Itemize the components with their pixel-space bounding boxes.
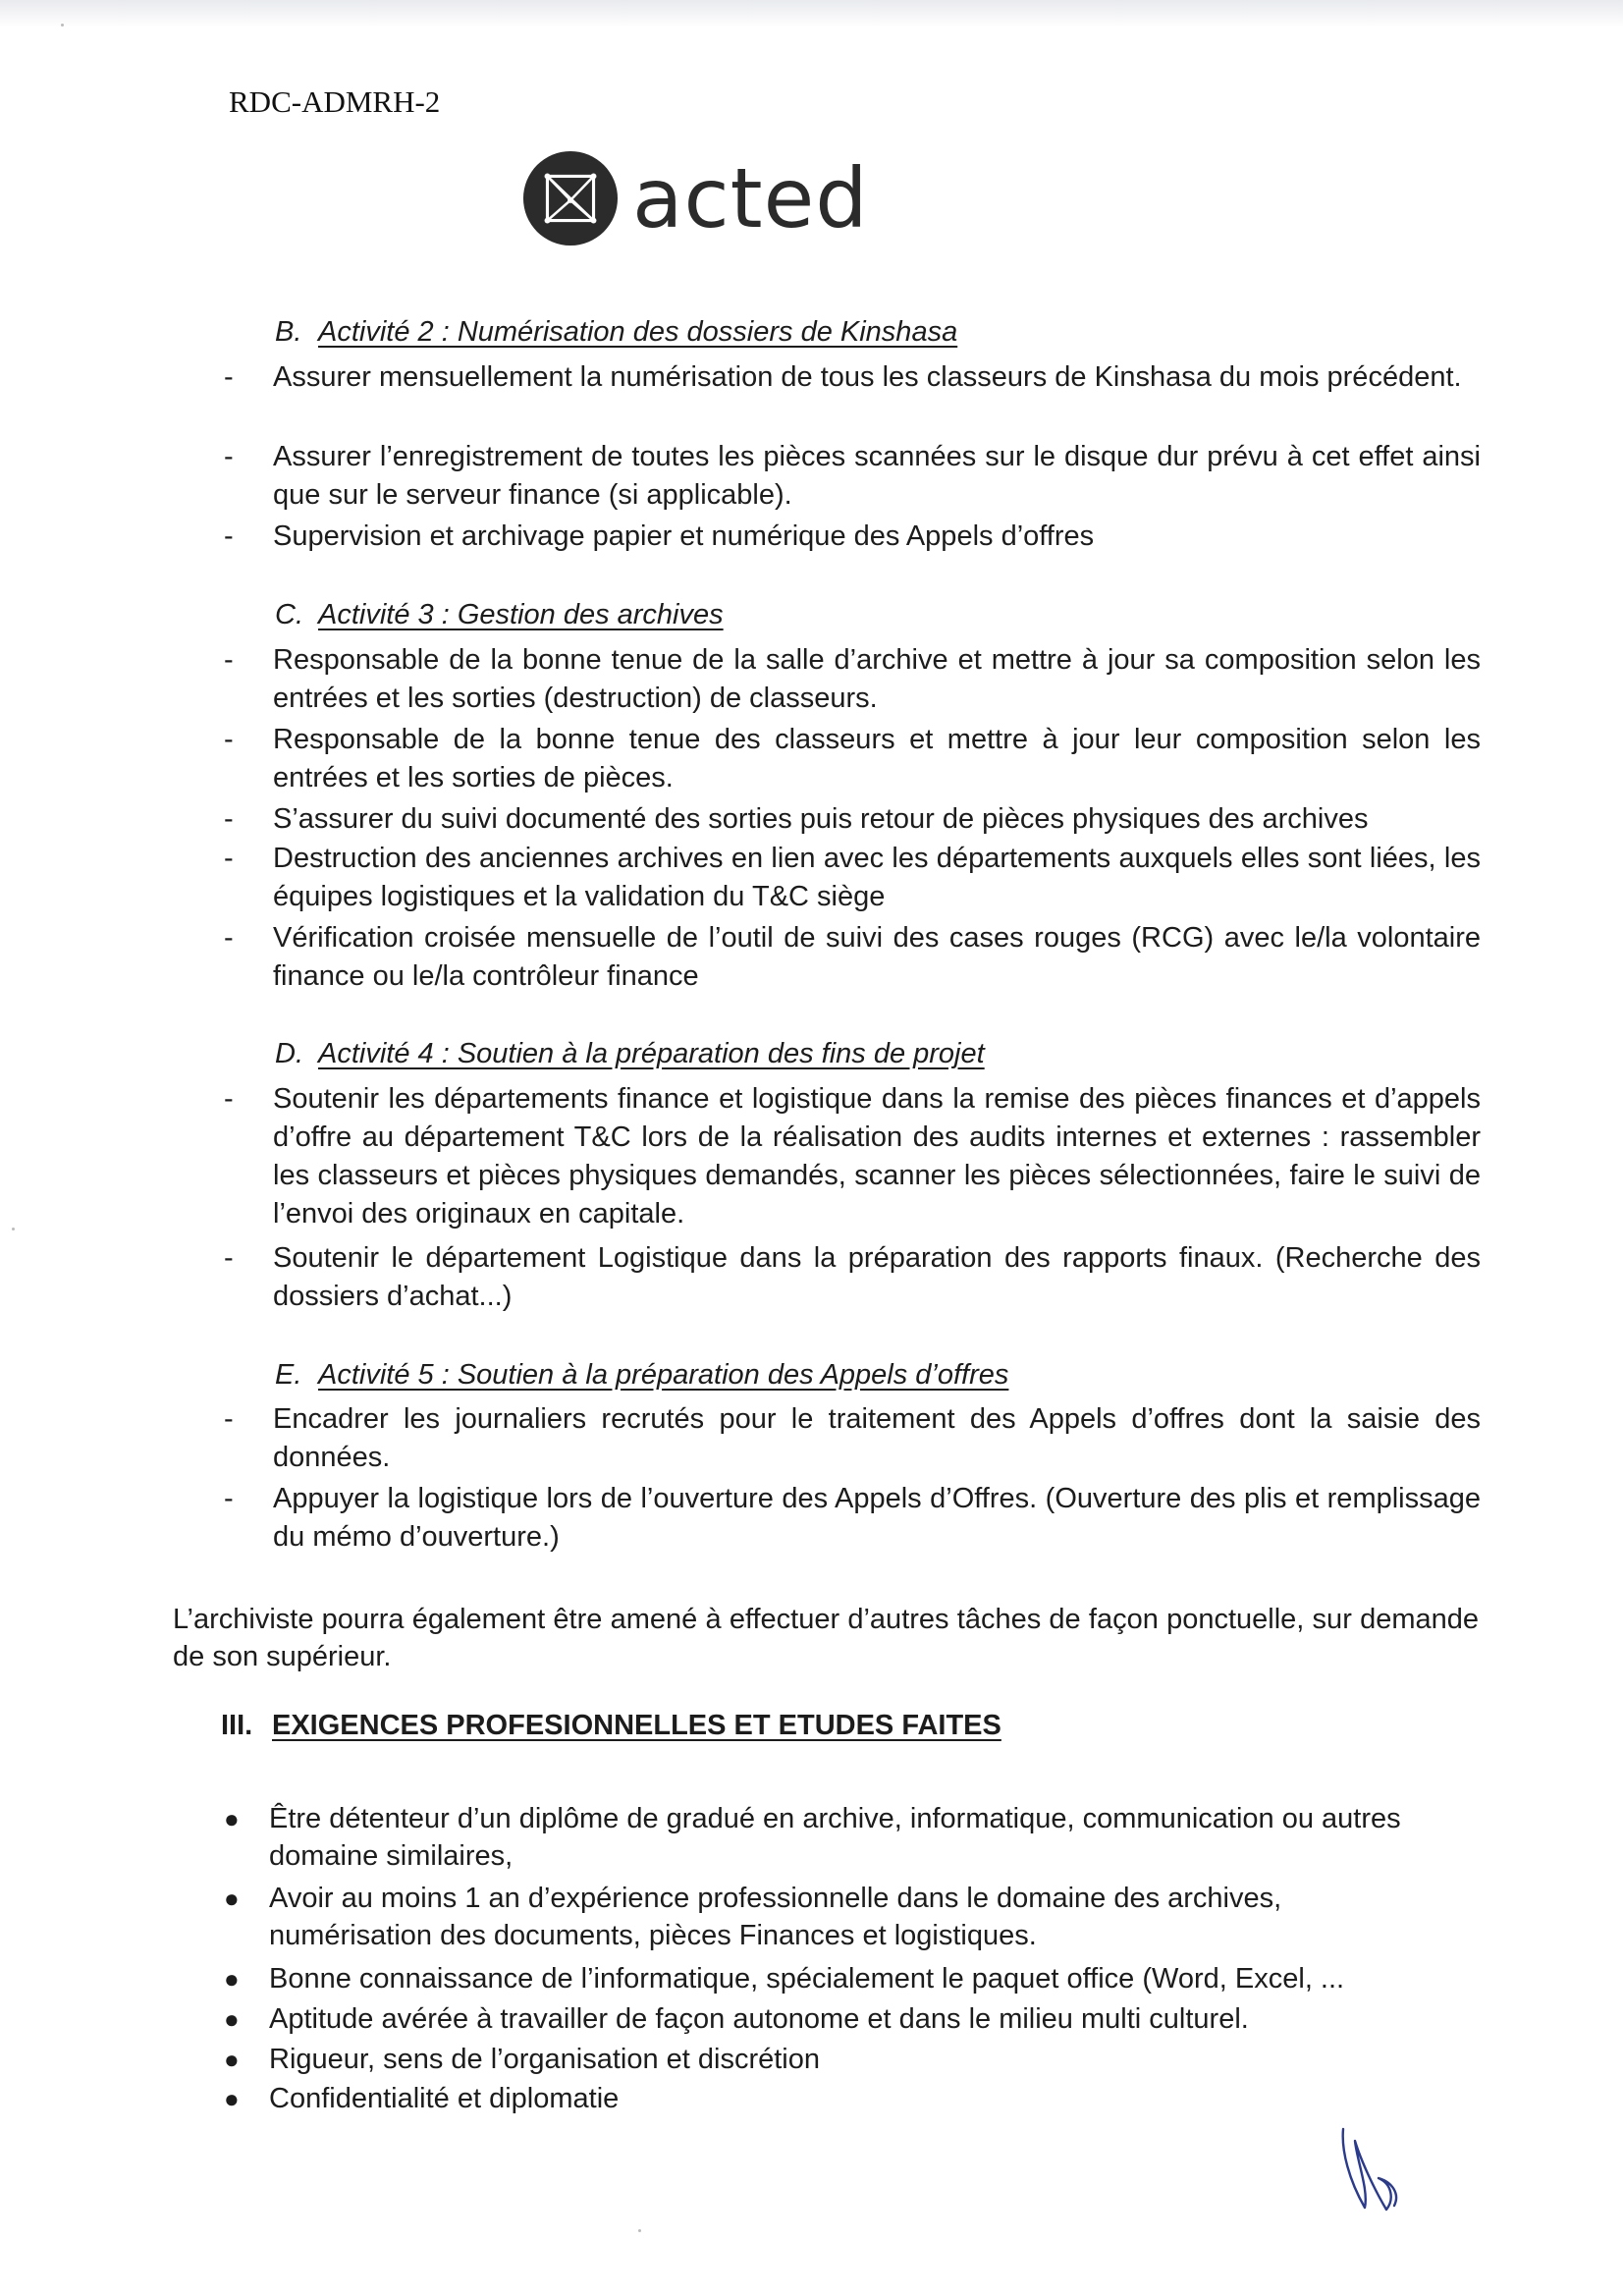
list-item bbox=[224, 721, 1481, 797]
requirement-text: Aptitude avérée à travailler de façon autonome et dans le milieu multi culturel. bbox=[269, 2003, 1249, 2035]
requirement-item bbox=[224, 1880, 1432, 1954]
list-item-text: Encadrer les journaliers recrutés pour le traitement des Appels d’offres dont la saisie des données. bbox=[273, 1403, 1481, 1473]
bullet-marker: ● bbox=[224, 2084, 240, 2113]
section-title-c bbox=[275, 599, 724, 631]
requirement-item bbox=[224, 2041, 1432, 2078]
bullet-marker: ● bbox=[224, 2004, 240, 2034]
acted-logo bbox=[522, 149, 869, 247]
scan-speck bbox=[61, 24, 64, 27]
list-item bbox=[224, 358, 1481, 397]
section-iii-number: III. bbox=[221, 1710, 253, 1741]
bullet-marker: ● bbox=[224, 1884, 240, 1913]
section-heading-text: Activité 4 : Soutien à la préparation des fins de projet bbox=[318, 1038, 985, 1069]
dash-marker: - bbox=[224, 361, 234, 393]
list-item bbox=[224, 800, 1481, 839]
section-iii-heading bbox=[221, 1710, 1001, 1742]
list-item-text: Soutenir le département Logistique dans la préparation des rapports finaux. (Recherche des dossiers d’achat...) bbox=[273, 1242, 1481, 1312]
list-item-text: Assurer mensuellement la numérisation de tous les classeurs de Kinshasa du mois précédent. bbox=[273, 361, 1462, 393]
requirement-item bbox=[224, 1960, 1432, 1997]
section-title-b bbox=[275, 316, 957, 349]
document-reference: RDC-ADMRH-2 bbox=[229, 84, 441, 119]
dash-marker: - bbox=[224, 724, 234, 755]
scan-speck bbox=[12, 1228, 15, 1230]
requirement-text: Confidentialité et diplomatie bbox=[269, 2083, 620, 2114]
section-letter: B. bbox=[275, 316, 302, 348]
dash-marker: - bbox=[224, 1083, 234, 1115]
list-item bbox=[224, 1080, 1481, 1233]
bullet-marker: ● bbox=[224, 2045, 240, 2074]
list-item bbox=[224, 438, 1481, 515]
list-item bbox=[224, 919, 1481, 996]
list-item-text: Responsable de la bonne tenue de la salle d’archive et mettre à jour sa composition selon les entrées et les sorties (destruction) de classeurs. bbox=[273, 644, 1481, 714]
requirement-item bbox=[224, 2000, 1432, 2038]
section-letter: C. bbox=[275, 599, 303, 630]
requirement-item bbox=[224, 2080, 1432, 2117]
list-item-text: Assurer l’enregistrement de toutes les pièces scannées sur le disque dur prévu à cet effet ainsi que sur le serveur finance (si applicable). bbox=[273, 441, 1481, 511]
dash-marker: - bbox=[224, 1242, 234, 1274]
list-item-text: Vérification croisée mensuelle de l’outil de suivi des cases rouges (RCG) avec le/la volontaire finance ou le/la contrôleur finance bbox=[273, 922, 1481, 992]
list-item bbox=[224, 518, 1481, 556]
list-item bbox=[224, 840, 1481, 916]
section-iii-title: EXIGENCES PROFESIONNELLES ET ETUDES FAITES bbox=[272, 1710, 1001, 1741]
section-heading-text: Activité 3 : Gestion des archives bbox=[318, 599, 724, 630]
list-item-text: Soutenir les départements finance et logistique dans la remise des pièces finances et d’appels d’offre au département T&C lors de la réalisation des audits internes et externes : rassembler les classeurs et pièces physiques demandés, scanner les pièces sélectionnées, faire le suivi de l’envoi des originaux en capitale. bbox=[273, 1083, 1481, 1230]
list-item bbox=[224, 1400, 1481, 1477]
dash-marker: - bbox=[224, 843, 234, 874]
requirement-text: Bonne connaissance de l’informatique, spécialement le paquet office (Word, Excel, ... bbox=[269, 1963, 1345, 1995]
dash-marker: - bbox=[224, 644, 234, 676]
requirement-text: Être détenteur d’un diplôme de gradué en archive, informatique, communication ou autres domaine similaires, bbox=[269, 1803, 1401, 1872]
list-item-text: Destruction des anciennes archives en lien avec les départements auxquels elles sont liées, les équipes logistiques et la validation du T&C siège bbox=[273, 843, 1481, 912]
section-heading-text: Activité 2 : Numérisation des dossiers de Kinshasa bbox=[318, 316, 958, 348]
dash-marker: - bbox=[224, 803, 234, 835]
section-title-e bbox=[275, 1359, 1008, 1392]
handwritten-initials-icon bbox=[1335, 2121, 1414, 2219]
list-item bbox=[224, 641, 1481, 718]
list-item-text: S’assurer du suivi documenté des sorties puis retour de pièces physiques des archives bbox=[273, 803, 1369, 835]
closing-paragraph: L’archiviste pourra également être amené à effectuer d’autres tâches de façon ponctuelle, sur demande de son supérieur. bbox=[173, 1604, 1479, 1672]
scan-speck bbox=[638, 2229, 641, 2232]
dash-marker: - bbox=[224, 441, 234, 472]
acted-logo-wordmark: acted bbox=[632, 150, 869, 246]
section-letter: E. bbox=[275, 1359, 302, 1391]
dash-marker: - bbox=[224, 520, 234, 552]
list-item bbox=[224, 1239, 1481, 1316]
dash-marker: - bbox=[224, 1403, 234, 1435]
bullet-marker: ● bbox=[224, 1804, 240, 1833]
section-heading-text: Activité 5 : Soutien à la préparation des Appels d’offres bbox=[318, 1359, 1009, 1391]
list-item-text: Supervision et archivage papier et numérique des Appels d’offres bbox=[273, 520, 1095, 552]
list-item-text: Responsable de la bonne tenue des classeurs et mettre à jour leur composition selon les entrées et les sorties de pièces. bbox=[273, 724, 1481, 793]
section-title-d bbox=[275, 1038, 985, 1070]
requirement-text: Avoir au moins 1 an d’expérience professionnelle dans le domaine des archives, numérisation des documents, pièces Finances et logistiques. bbox=[269, 1883, 1282, 1951]
requirement-text: Rigueur, sens de l’organisation et discrétion bbox=[269, 2044, 820, 2075]
dash-marker: - bbox=[224, 1483, 234, 1514]
bullet-marker: ● bbox=[224, 1964, 240, 1994]
scan-edge-shadow bbox=[0, 0, 1623, 27]
acted-logo-mark-icon bbox=[522, 150, 619, 246]
dash-marker: - bbox=[224, 922, 234, 954]
list-item bbox=[224, 1480, 1481, 1557]
requirement-item bbox=[224, 1800, 1432, 1875]
list-item-text: Appuyer la logistique lors de l’ouverture des Appels d’Offres. (Ouverture des plis et remplissage du mémo d’ouverture.) bbox=[273, 1483, 1481, 1553]
section-letter: D. bbox=[275, 1038, 303, 1069]
